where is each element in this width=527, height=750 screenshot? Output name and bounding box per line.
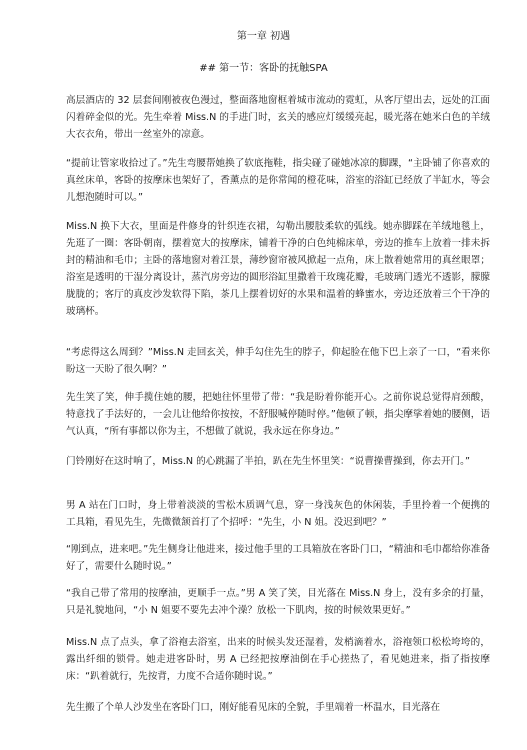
section-title: ## 第一节：客卧的抚触SPA [199, 63, 328, 74]
paragraph: “刚到点，进来吧。”先生侧身让他进来，接过他手里的工具箱放在客卧门口，“精油和毛巾都给你准备好了，需要什么随时说。” [66, 544, 490, 572]
paragraph: “考虑得这么周到？”Miss.N 走回玄关，伸手勾住先生的脖子，仰起脸在他下巴上亲了一口，“看来你盼这一天盼了很久啊？” [66, 347, 490, 375]
paragraph: 男 A 站在门口时，身上带着淡淡的雪松木质调气息，穿一身浅灰色的休闲装，手里拎着一个便携的工具箱，看见先生，先微微颔首打了个招呼：“先生，小 N 姐。没迟到吧？” [66, 500, 490, 528]
paragraph: 先生笑了笑，伸手揽住她的腰，把她往怀里带了带：“我是盼着你能开心。之前你说总觉得肩颈酸，特意找了手法好的，一会儿让他给你按按，不舒服喊停随时停。”他顿了顿，指尖摩挲着她的腰侧，语气认真，“所有事都以你为主，不想做了就说，我永远在你身边。” [66, 392, 490, 437]
chapter-title: 第一章 初遇 [236, 31, 291, 42]
paragraph: 门铃刚好在这时响了，Miss.N 的心跳漏了半拍，趴在先生怀里笑：“说曹操曹操到，你去开门。” [66, 456, 470, 467]
paragraph: 高层酒店的 32 层套间刚被夜色漫过，整面落地窗框着城市流动的霓虹，从客厅望出去，远处的江面闪着碎金似的光。先生牵着 Miss.N 的手进门时，玄关的感应灯缓缓亮起，暖光落在她米白色的羊绒大衣衣角，带出一丝室外的凉意。 [66, 95, 490, 140]
paragraph: “我自己带了常用的按摩油，更顺手一点。”男 A 笑了笑，目光落在 Miss.N 身上，没有多余的打量，只是礼貌地问，“小 N 姐要不要先去冲个澡？放松一下肌肉，按的时候效果更好。” [66, 588, 490, 616]
paragraph: “提前让管家收拾过了。”先生弯腰帮她换了软底拖鞋，指尖碰了碰她冰凉的脚踝，“主卧铺了你喜欢的真丝床单，客卧的按摩床也架好了，香薰点的是你常闻的橙花味，浴室的浴缸已经放了半缸水，等会儿想泡随时可以。” [66, 158, 490, 203]
paragraph: 先生搬了个单人沙发坐在客卧门口，刚好能看见床的全貌，手里端着一杯温水，目光落在 [66, 702, 441, 713]
paragraph: Miss.N 点了点头，拿了浴袍去浴室，出来的时候头发还湿着，发梢滴着水，浴袍领口松松垮垮的，露出纤细的锁骨。她走进客卧时，男 A 已经把按摩油倒在手心搓热了，看见她进来，指了指按摩床：“趴着就行，先按背，力度不合适你随时说。” [66, 637, 490, 682]
paragraph: Miss.N 换下大衣，里面是件修身的针织连衣裙，勾勒出腰肢柔软的弧线。她赤脚踩在羊绒地毯上，先逛了一圈：客卧朝南，摆着宽大的按摩床，铺着干净的白色纯棉床单，旁边的推车上放着一排未拆封的精油和毛巾；主卧的落地窗对着江景，薄纱窗帘被风掀起一点角，床上散着她常用的真丝眼罩；浴室是透明的干湿分离设计，蒸汽房旁边的圆形浴缸里撒着干玫瑰花瓣，毛玻璃门透光不透影，朦朦胧胧的；客厅的真皮沙发软得下陷，茶几上摆着切好的水果和温着的蜂蜜水，旁边还放着三个干净的玻璃杯。 [66, 221, 490, 317]
